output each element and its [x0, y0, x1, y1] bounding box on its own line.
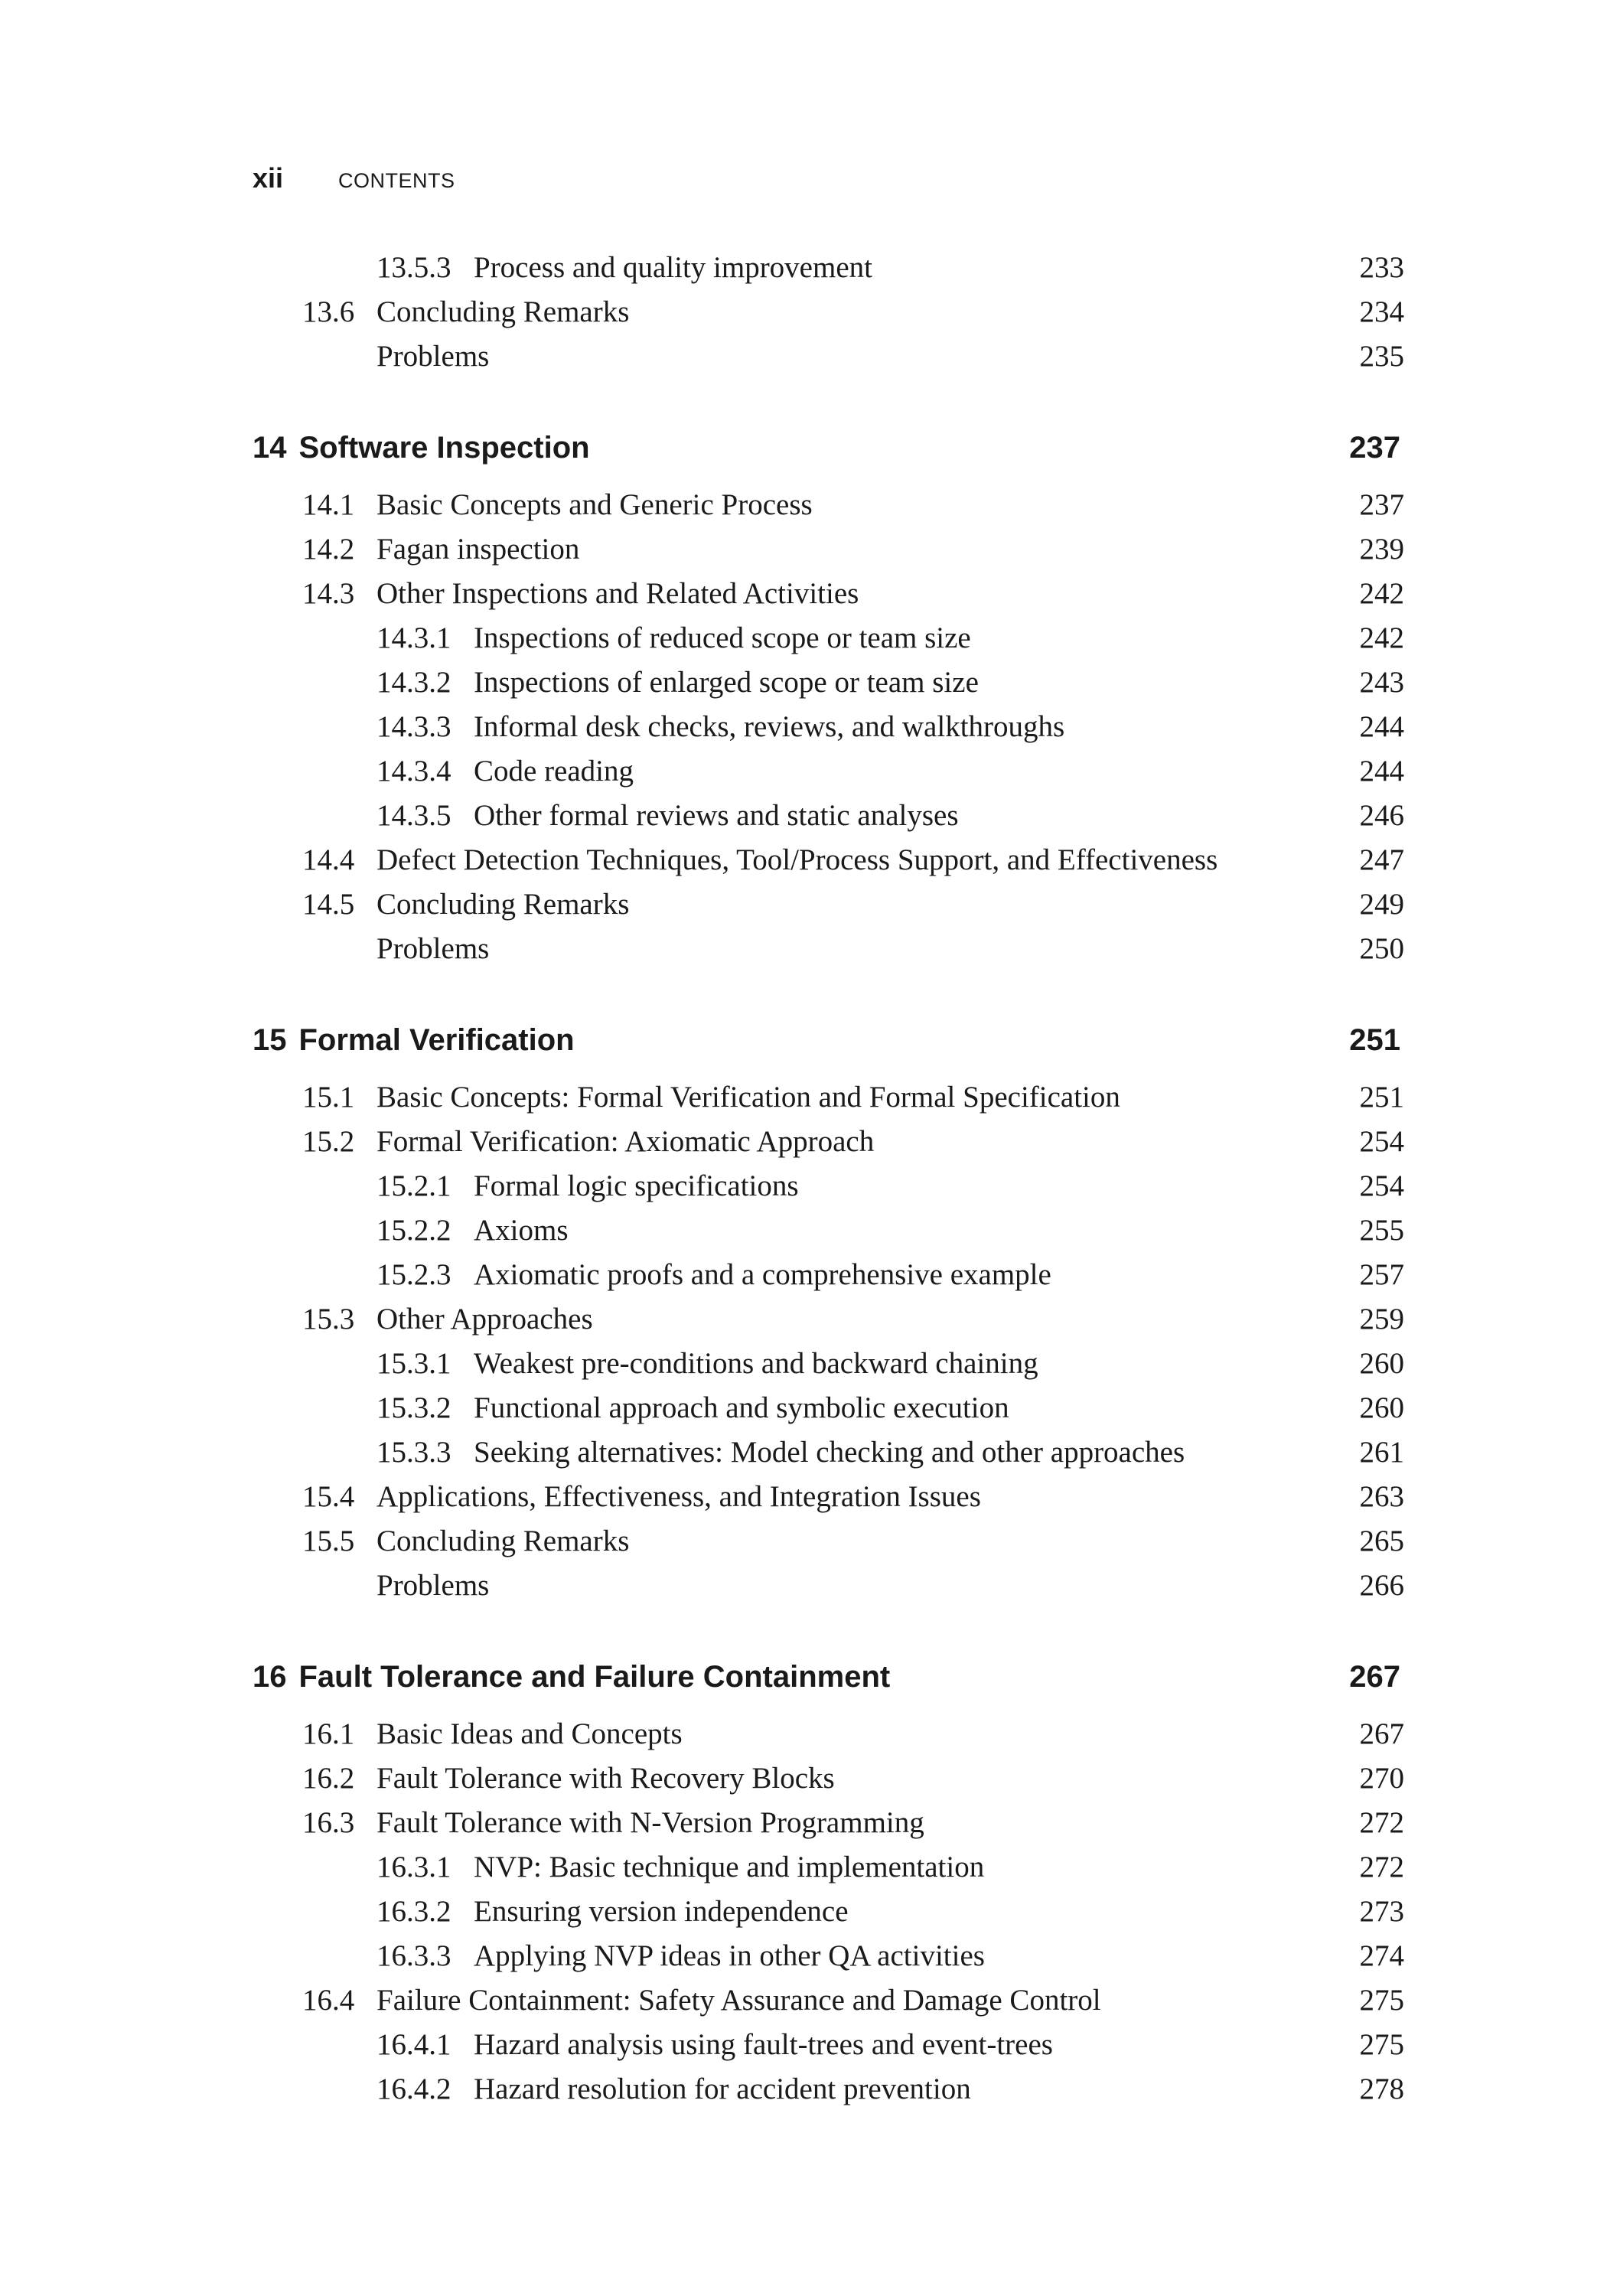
toc-entry-14-3-4[interactable] — [376, 745, 1404, 788]
entry-number: 14.3.3 — [376, 710, 451, 743]
toc-entry-14-problems[interactable] — [376, 923, 1404, 966]
entry-number: 16.4 — [302, 1984, 355, 2017]
entry-title: Seeking alternatives: Model checking and other approaches — [474, 1436, 1185, 1469]
chapter-page: 251 — [1349, 1023, 1400, 1057]
entry-title: Inspections of enlarged scope or team size — [474, 666, 979, 699]
entry-page: 278 — [1359, 2073, 1404, 2105]
entry-title: Problems — [376, 340, 490, 373]
entry-page: 275 — [1359, 2028, 1404, 2061]
entry-page: 244 — [1359, 755, 1404, 788]
entry-title: Problems — [376, 932, 490, 965]
entry-number: 15.5 — [302, 1525, 355, 1557]
entry-page: 263 — [1359, 1480, 1404, 1513]
entry-number: 14.3.5 — [376, 799, 451, 832]
chapter-title: Software Inspection — [298, 431, 590, 465]
entry-title: Hazard resolution for accident prevention — [474, 2073, 971, 2105]
entry-title: Formal logic specifications — [474, 1169, 799, 1202]
entry-page: 260 — [1359, 1347, 1404, 1380]
entry-page: 242 — [1359, 621, 1404, 654]
entry-number: 14.3.1 — [376, 621, 451, 654]
entry-page: 274 — [1359, 1939, 1404, 1972]
toc-entry-15-3-3[interactable] — [376, 1427, 1404, 1469]
entry-title: Axioms — [474, 1214, 569, 1247]
chapter-14-heading[interactable] — [253, 419, 1400, 465]
entry-page: 247 — [1359, 843, 1404, 876]
entry-number: 16.1 — [302, 1717, 355, 1750]
entry-number: 15.2.1 — [376, 1169, 451, 1202]
entry-page: 249 — [1359, 888, 1404, 921]
toc-entry-14-2[interactable] — [302, 523, 1404, 566]
chapter-number: 14 — [253, 431, 287, 465]
entry-page: 272 — [1359, 1806, 1404, 1839]
entry-title: Applying NVP ideas in other QA activities — [474, 1939, 985, 1972]
entry-number: 16.3.1 — [376, 1851, 451, 1883]
entry-number: 15.3.1 — [376, 1347, 451, 1380]
entry-number: 15.2 — [302, 1125, 355, 1158]
entry-title: Informal desk checks, reviews, and walkthroughs — [474, 710, 1065, 743]
entry-number: 16.4.2 — [376, 2073, 451, 2105]
toc-entry-14-3-5[interactable] — [376, 790, 1404, 833]
entry-page: 275 — [1359, 1984, 1404, 2017]
entry-number: 15.4 — [302, 1480, 355, 1513]
entry-page: 243 — [1359, 666, 1404, 699]
entry-title: Process and quality improvement — [474, 251, 872, 284]
toc-entry-14-4[interactable] — [302, 834, 1404, 877]
toc-entry-14-3-1[interactable] — [376, 612, 1404, 655]
entry-title: Basic Ideas and Concepts — [376, 1717, 683, 1750]
toc-entry-13-6[interactable] — [302, 286, 1404, 329]
entry-title: Concluding Remarks — [376, 295, 630, 328]
toc-entry-16-3-2[interactable] — [376, 1886, 1404, 1929]
entry-title: Concluding Remarks — [376, 888, 630, 921]
entry-number: 15.2.3 — [376, 1258, 451, 1291]
page-number: xii — [253, 162, 284, 194]
entry-number: 14.3.2 — [376, 666, 451, 699]
toc-entry-15-2-1[interactable] — [376, 1160, 1404, 1203]
entry-title: Weakest pre-conditions and backward chaining — [474, 1347, 1038, 1380]
entry-page: 254 — [1359, 1169, 1404, 1202]
entry-number: 13.6 — [302, 295, 355, 328]
entry-number: 14.2 — [302, 533, 355, 566]
entry-page: 266 — [1359, 1569, 1404, 1602]
entry-title: Formal Verification: Axiomatic Approach — [376, 1125, 875, 1158]
entry-number: 16.4.1 — [376, 2028, 451, 2061]
entry-title: Other Approaches — [376, 1303, 593, 1336]
toc-entry-15-3-1[interactable] — [376, 1338, 1404, 1381]
page-header — [253, 162, 455, 193]
entry-title: Ensuring version independence — [474, 1895, 849, 1928]
toc-entry-16-3[interactable] — [302, 1797, 1404, 1840]
toc-entry-16-4[interactable] — [302, 1975, 1404, 2017]
entry-page: 273 — [1359, 1895, 1404, 1928]
toc-entry-13-5-3[interactable] — [376, 242, 1404, 285]
entry-title: Functional approach and symbolic execution — [474, 1391, 1009, 1424]
toc-entry-14-3[interactable] — [302, 568, 1404, 611]
entry-page: 272 — [1359, 1851, 1404, 1883]
entry-title: Hazard analysis using fault-trees and event-trees — [474, 2028, 1053, 2061]
toc-entry-16-2[interactable] — [302, 1753, 1404, 1795]
entry-page: 265 — [1359, 1525, 1404, 1557]
entry-number: 16.3 — [302, 1806, 355, 1839]
entry-page: 246 — [1359, 799, 1404, 832]
entry-page: 251 — [1359, 1081, 1404, 1114]
toc-entry-16-3-1[interactable] — [376, 1841, 1404, 1884]
entry-page: 254 — [1359, 1125, 1404, 1158]
entry-number: 13.5.3 — [376, 251, 451, 284]
chapter-page: 267 — [1349, 1660, 1400, 1694]
entry-page: 235 — [1359, 340, 1404, 373]
entry-title: NVP: Basic technique and implementation — [474, 1851, 985, 1883]
chapter-title: Fault Tolerance and Failure Containment — [298, 1660, 891, 1694]
chapter-number: 15 — [253, 1023, 287, 1057]
toc-entry-15-5[interactable] — [302, 1515, 1404, 1558]
toc-entry-16-1[interactable] — [302, 1708, 1404, 1751]
entry-page: 242 — [1359, 577, 1404, 610]
entry-number: 15.3.2 — [376, 1391, 451, 1424]
chapter-15-heading[interactable] — [253, 1012, 1400, 1058]
entry-number: 15.3.3 — [376, 1436, 451, 1469]
toc-entry-15-3-2[interactable] — [376, 1382, 1404, 1425]
chapter-16-heading[interactable] — [253, 1649, 1400, 1694]
entry-page: 260 — [1359, 1391, 1404, 1424]
toc-entry-16-4-1[interactable] — [376, 2019, 1404, 2062]
entry-title: Code reading — [474, 755, 634, 788]
entry-page: 239 — [1359, 533, 1404, 566]
toc-entry-14-3-2[interactable] — [376, 657, 1404, 700]
entry-page: 234 — [1359, 295, 1404, 328]
entry-page: 270 — [1359, 1762, 1404, 1795]
entry-title: Fault Tolerance with N-Version Programming — [376, 1806, 924, 1839]
entry-title: Applications, Effectiveness, and Integration Issues — [376, 1480, 981, 1513]
entry-number: 14.5 — [302, 888, 355, 921]
entry-number: 14.3 — [302, 577, 355, 610]
toc-entry-14-3-3[interactable] — [376, 701, 1404, 744]
toc-entry-14-5[interactable] — [302, 879, 1404, 921]
entry-number: 14.1 — [302, 488, 355, 521]
entry-title: Basic Concepts and Generic Process — [376, 488, 813, 521]
entry-number: 16.2 — [302, 1762, 355, 1795]
entry-page: 233 — [1359, 251, 1404, 284]
entry-title: Inspections of reduced scope or team size — [474, 621, 971, 654]
toc-entry-15-2[interactable] — [302, 1116, 1404, 1159]
entry-number: 16.3.3 — [376, 1939, 451, 1972]
entry-title: Fagan inspection — [376, 533, 580, 566]
entry-page: 237 — [1359, 488, 1404, 521]
entry-title: Problems — [376, 1569, 490, 1602]
toc-entry-15-3[interactable] — [302, 1293, 1404, 1336]
toc-entry-15-problems[interactable] — [376, 1560, 1404, 1603]
entry-page: 257 — [1359, 1258, 1404, 1291]
toc-entry-13-problems[interactable] — [376, 331, 1404, 373]
toc-entry-16-3-3[interactable] — [376, 1930, 1404, 1973]
entry-title: Basic Concepts: Formal Verification and Formal Specification — [376, 1081, 1120, 1114]
entry-title: Concluding Remarks — [376, 1525, 630, 1557]
chapter-page: 237 — [1349, 431, 1400, 465]
entry-page: 244 — [1359, 710, 1404, 743]
entry-number: 14.3.4 — [376, 755, 451, 788]
entry-number: 16.3.2 — [376, 1895, 451, 1928]
entry-page: 255 — [1359, 1214, 1404, 1247]
entry-title: Failure Containment: Safety Assurance and Damage Control — [376, 1984, 1101, 2017]
toc-entry-15-2-3[interactable] — [376, 1249, 1404, 1292]
toc-entry-15-2-2[interactable] — [376, 1205, 1404, 1247]
entry-page: 267 — [1359, 1717, 1404, 1750]
chapter-number: 16 — [253, 1660, 287, 1694]
entry-title: Defect Detection Techniques, Tool/Process Support, and Effectiveness — [376, 843, 1218, 876]
toc-entry-14-1[interactable] — [302, 479, 1404, 522]
entry-page: 259 — [1359, 1303, 1404, 1336]
entry-number: 15.1 — [302, 1081, 355, 1114]
entry-page: 261 — [1359, 1436, 1404, 1469]
chapter-title: Formal Verification — [298, 1023, 575, 1057]
entry-title: Fault Tolerance with Recovery Blocks — [376, 1762, 835, 1795]
entry-page: 250 — [1359, 932, 1404, 965]
entry-title: Axiomatic proofs and a comprehensive example — [474, 1258, 1051, 1291]
entry-number: 15.3 — [302, 1303, 355, 1336]
toc-entry-15-1[interactable] — [302, 1071, 1404, 1114]
entry-number: 14.4 — [302, 843, 355, 876]
entry-title: Other formal reviews and static analyses — [474, 799, 959, 832]
toc-entry-16-4-2[interactable] — [376, 2063, 1404, 2106]
entry-title: Other Inspections and Related Activities — [376, 577, 859, 610]
entry-number: 15.2.2 — [376, 1214, 451, 1247]
running-head: CONTENTS — [338, 169, 455, 192]
toc-entry-15-4[interactable] — [302, 1471, 1404, 1514]
